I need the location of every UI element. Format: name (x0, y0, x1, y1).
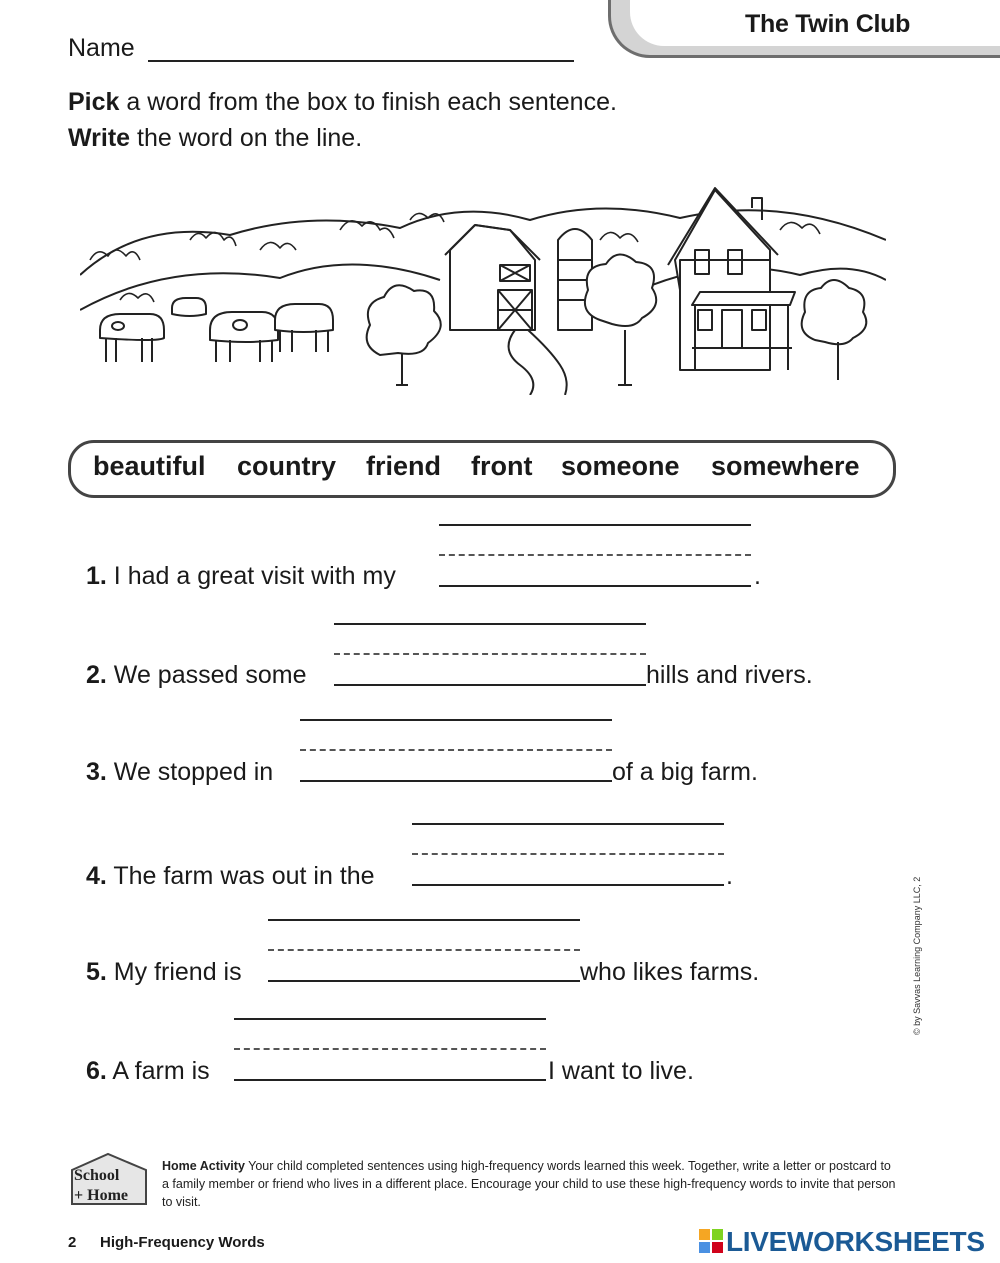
writing-line-mid (300, 749, 612, 751)
answer-input-1[interactable] (439, 585, 751, 587)
word-bank-item[interactable]: somewhere (711, 451, 860, 481)
copyright-notice: © by Savvas Learning Company LLC, 2 (912, 876, 922, 1035)
page-number: 2 (68, 1234, 77, 1251)
trees (367, 254, 867, 385)
instruction-2 (68, 124, 362, 153)
farm-scene-illustration (80, 180, 886, 395)
writing-line-top (234, 1018, 546, 1020)
instruction-verb: Pick (68, 88, 120, 116)
writing-line-top (300, 719, 612, 721)
writing-line-mid (439, 554, 751, 556)
writing-line-top (334, 623, 646, 625)
sentence-number: 1. (86, 562, 107, 590)
sentence-text-after: hills and rivers. (646, 661, 813, 689)
sentence-3 (86, 758, 273, 787)
logo-line-1: School (74, 1167, 120, 1184)
instruction-text: a word from the box to finish each sentence. (119, 88, 617, 116)
sentence-number: 6. (86, 1057, 107, 1085)
writing-line-top (268, 919, 580, 921)
sentence-number: 3. (86, 758, 107, 786)
word-bank-item[interactable]: friend (366, 451, 442, 481)
sentence-1 (86, 562, 396, 591)
answer-input-5[interactable] (268, 980, 580, 982)
sentence-5 (86, 958, 242, 987)
logo-line-2: + Home (74, 1187, 128, 1204)
liveworksheets-brand[interactable]: LIVEWORKSHEETS (726, 1226, 985, 1257)
sentence-text-before: The farm was out in the (106, 862, 375, 890)
sentence-text-before: My friend is (106, 958, 242, 986)
sentence-4 (86, 862, 375, 891)
sentence-2 (86, 661, 307, 690)
answer-input-4[interactable] (412, 884, 724, 886)
path-road (509, 330, 567, 395)
farmhouse (668, 188, 795, 370)
writing-line-mid (234, 1048, 546, 1050)
worksheet-title: The Twin Club (745, 10, 911, 38)
home-activity-text: Your child completed sentences using high-frequency words learned this week. Together, write a letter or postcard to a family member or friend who lives in a different place. Encourage your child to use these high-frequency words to invite that person to visit. (162, 1159, 896, 1209)
instruction-verb: Write (68, 124, 131, 152)
sentence-text-after: of a big farm. (612, 758, 758, 786)
word-bank-item[interactable]: someone (561, 451, 680, 481)
writing-line-mid (412, 853, 724, 855)
instruction-text: the word on the line. (130, 124, 363, 152)
home-activity-label: Home Activity (162, 1159, 245, 1173)
sentence-text-after: . (754, 562, 761, 590)
name-input-line[interactable] (148, 60, 574, 62)
instruction-1 (68, 88, 617, 117)
answer-input-2[interactable] (334, 684, 646, 686)
sentence-text-after: who likes farms. (580, 958, 760, 986)
home-activity-note (162, 1157, 900, 1211)
answer-input-6[interactable] (234, 1079, 546, 1081)
word-bank-item[interactable]: country (237, 451, 337, 481)
writing-line-mid (268, 949, 580, 951)
footer-title: High-Frequency Words (100, 1234, 265, 1251)
school-home-logo (66, 1150, 156, 1210)
answer-input-3[interactable] (300, 780, 612, 782)
writing-line-top (412, 823, 724, 825)
name-label: Name (68, 34, 135, 62)
sentence-text-before: A farm is (106, 1057, 210, 1085)
word-bank-item[interactable]: beautiful (93, 451, 206, 481)
cows (100, 298, 333, 362)
word-bank-item[interactable]: front (471, 451, 533, 481)
liveworksheets-logo-icon (698, 1228, 724, 1254)
barn (445, 225, 540, 330)
sentence-6 (86, 1057, 210, 1086)
writing-line-top (439, 524, 751, 526)
sentence-text-after: I want to live. (548, 1057, 694, 1085)
sentence-number: 4. (86, 862, 107, 890)
sentence-number: 5. (86, 958, 107, 986)
writing-line-mid (334, 653, 646, 655)
sentence-text-after: . (726, 862, 733, 890)
sentence-text-before: We stopped in (106, 758, 274, 786)
sentence-text-before: I had a great visit with my (106, 562, 396, 590)
sentence-text-before: We passed some (106, 661, 307, 689)
sentence-number: 2. (86, 661, 107, 689)
